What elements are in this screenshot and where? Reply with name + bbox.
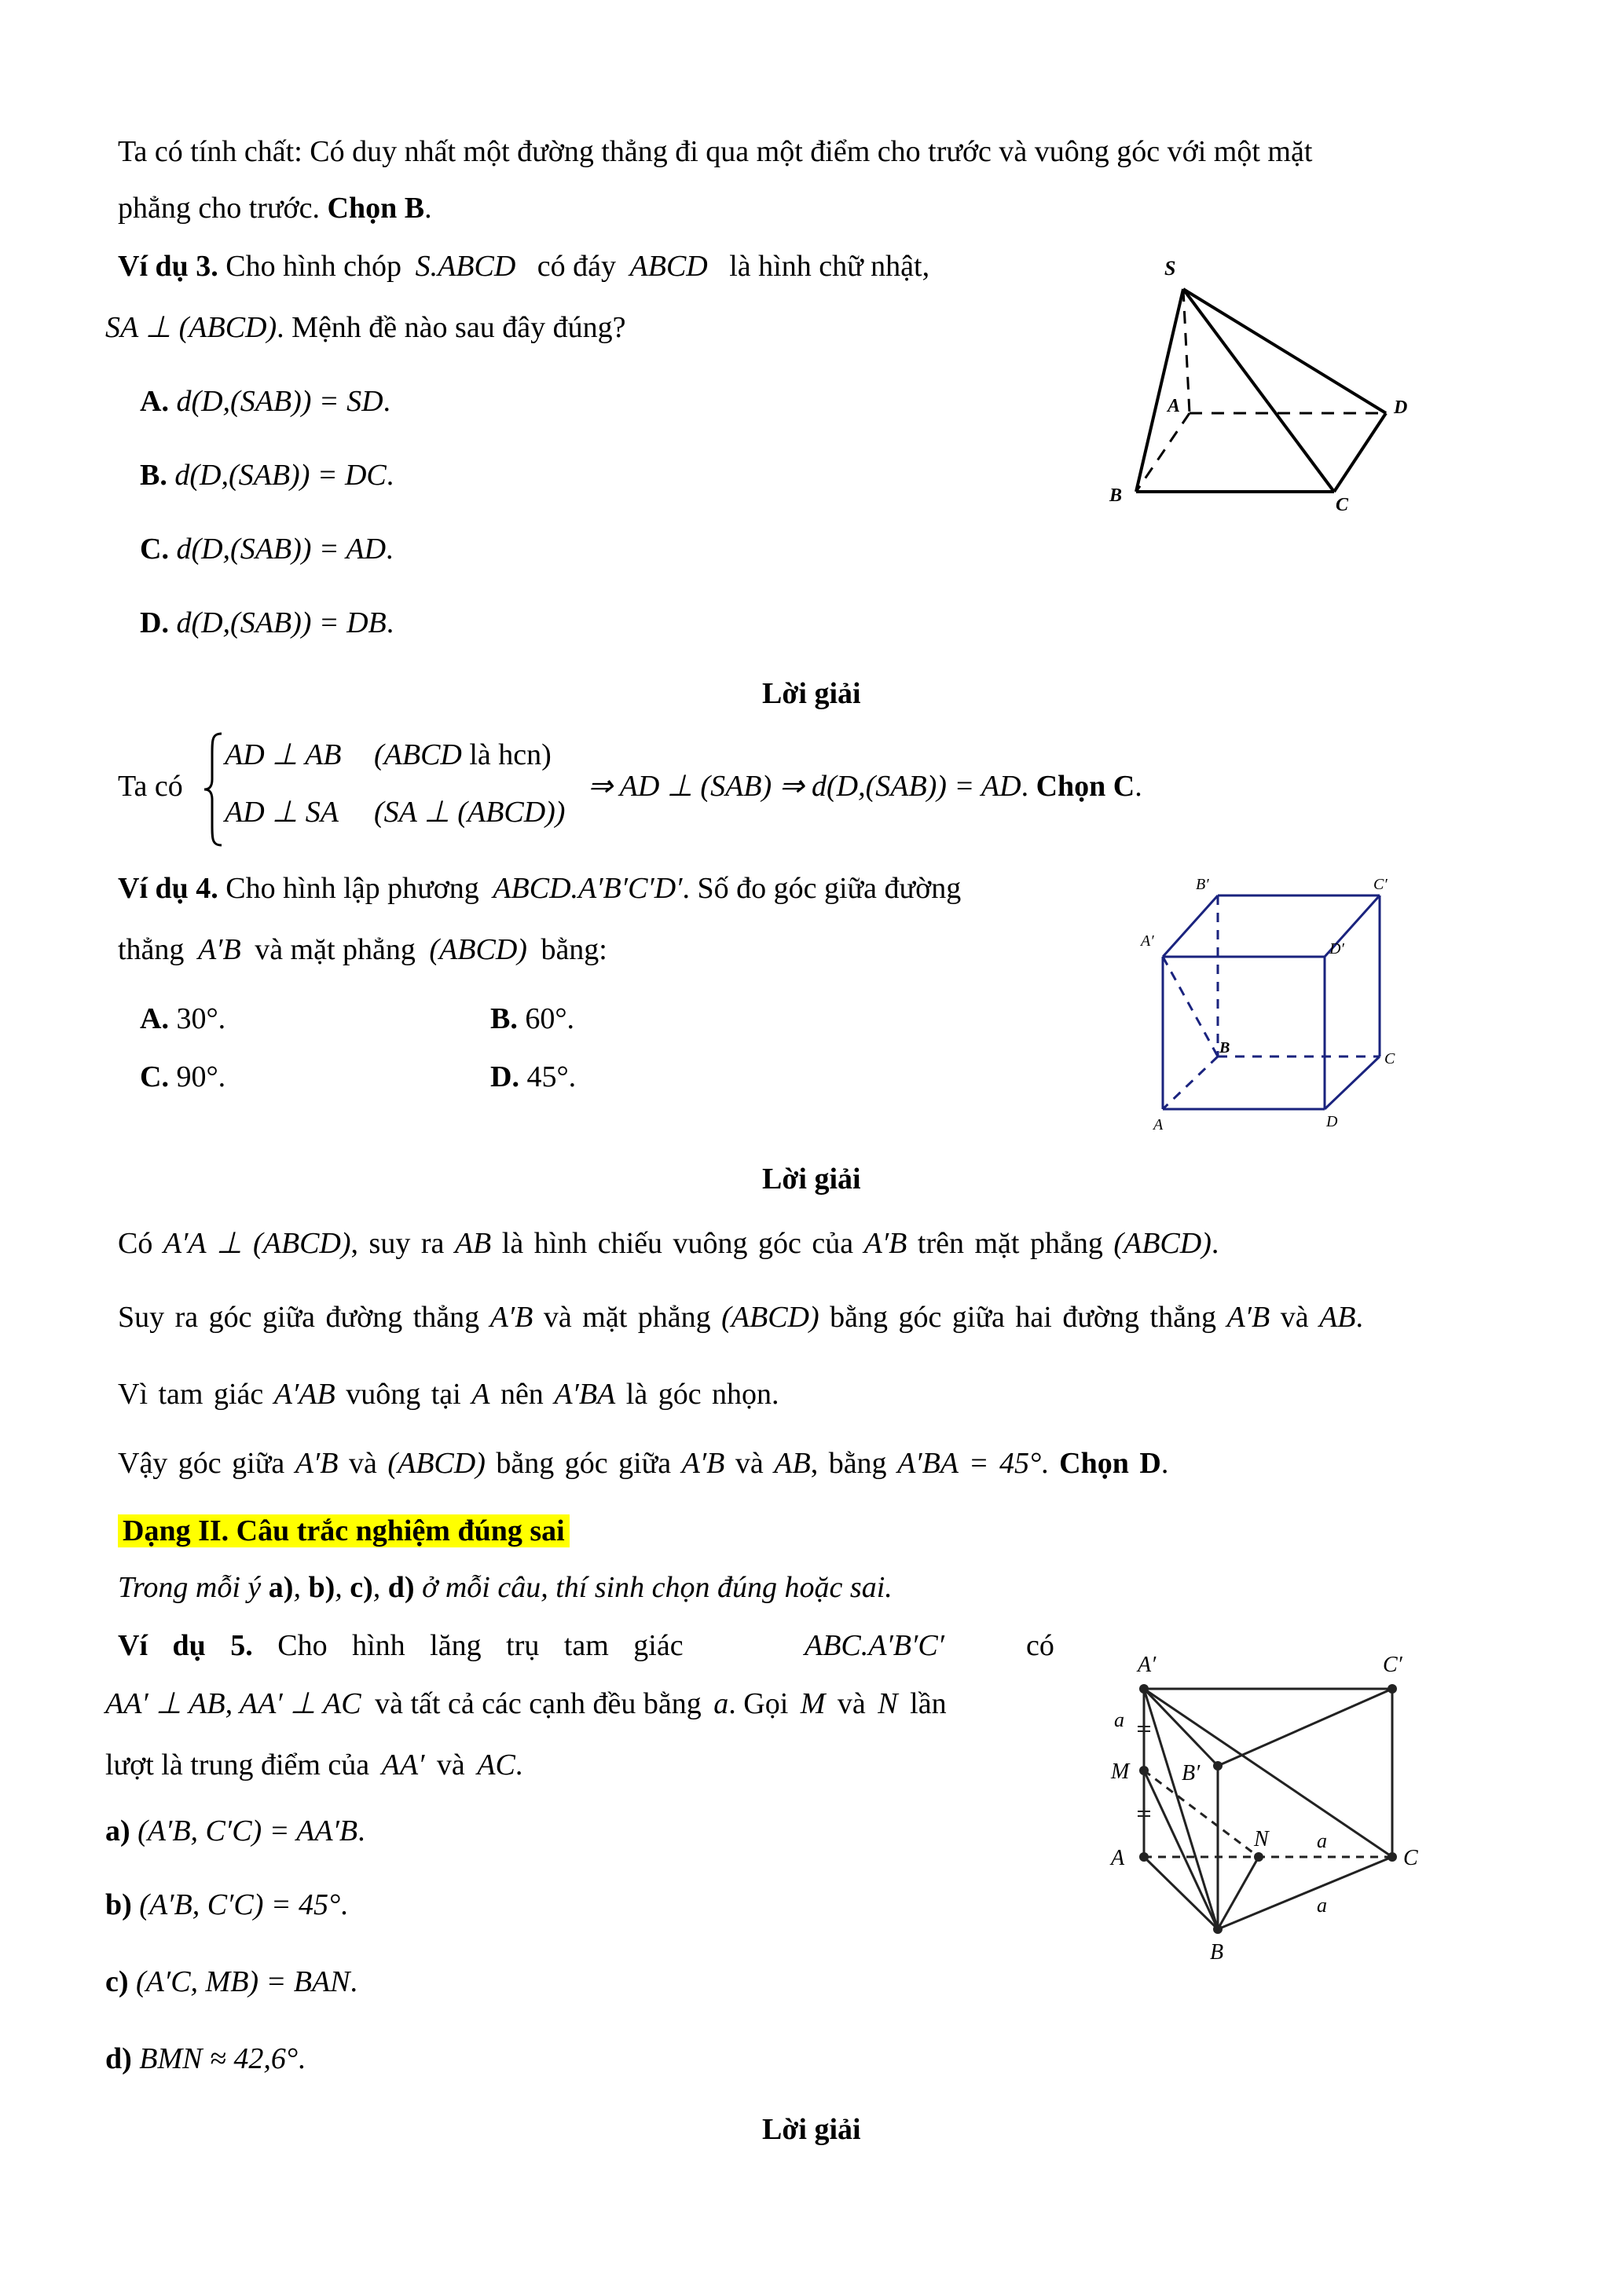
ex5-label: Ví dụ 5.: [118, 1629, 253, 1662]
item-expr: (A′C, MB) = BAN: [136, 1965, 350, 1998]
option-expr: d(D,(SAB)) = DB: [176, 606, 387, 639]
ex5-text-co: có: [1026, 1629, 1054, 1662]
ex3-label: Ví dụ 3.: [118, 250, 218, 283]
ex3-text: Cho hình chóp: [225, 250, 402, 283]
ex4-sol-line-3: [118, 1378, 779, 1412]
option-value: 60°.: [525, 1002, 575, 1035]
ex3-option-c: [140, 533, 394, 567]
text: . Số đo góc giữa đường: [682, 872, 962, 905]
ex3-line-2: [105, 311, 625, 346]
option-expr: d(D,(SAB)) = SD: [176, 385, 383, 418]
text: và: [1280, 1301, 1309, 1334]
ex4-option-c: [140, 1060, 225, 1095]
math: A′B: [1226, 1301, 1270, 1334]
text: là hình chiếu vuông góc của: [501, 1227, 854, 1260]
ex5-math-prism: ABC.A′B′C′: [805, 1629, 944, 1662]
math: A′B: [863, 1227, 907, 1260]
text: trên mặt phẳng: [917, 1227, 1103, 1260]
text: bằng góc giữa: [496, 1447, 672, 1480]
item-expr: (A′B, C′C) = AA′B: [137, 1814, 358, 1847]
brace-icon: [201, 731, 225, 848]
punct: .: [383, 385, 391, 418]
math: AC: [477, 1749, 515, 1782]
math: AB: [1319, 1301, 1356, 1334]
vertex-label: C′: [1373, 876, 1388, 893]
option-value: 30°.: [176, 1002, 226, 1035]
punct: .: [298, 2042, 306, 2075]
item-key: b): [308, 1571, 335, 1604]
punct: .: [1135, 770, 1142, 803]
ex4-option-d: [490, 1060, 576, 1095]
ex4-line-2: [118, 933, 607, 968]
math: A′B: [681, 1447, 725, 1480]
math: (ABCD: [374, 738, 462, 771]
text: và mặt phẳng: [255, 933, 416, 966]
ex4-label: Ví dụ 4.: [118, 872, 218, 905]
math: ⇒ AD ⊥ (SAB) ⇒ d(D,(SAB)) = AD: [588, 770, 1021, 803]
text: ở mỗi câu, thí sinh chọn đúng hoặc sai.: [414, 1571, 893, 1604]
vertex-label: D′: [1329, 940, 1344, 958]
text: lượt là trung điểm của: [105, 1749, 370, 1782]
punct: .: [386, 459, 394, 492]
text: và tất cả các cạnh đều bằng: [375, 1687, 702, 1720]
option-key: C.: [140, 533, 169, 566]
section-instruction: [118, 1571, 893, 1606]
vertex-label: M: [1111, 1760, 1130, 1784]
option-key: D.: [140, 606, 169, 639]
text: Vậy góc giữa: [118, 1447, 285, 1480]
math: (ABCD): [721, 1301, 819, 1334]
item-key: d): [105, 2042, 132, 2075]
text: Suy ra góc giữa đường thẳng: [118, 1301, 480, 1334]
vertex-label: B: [1109, 485, 1123, 506]
pyramid-figure: [1092, 251, 1422, 515]
cube-figure: [1131, 872, 1399, 1139]
vertex-label: C′: [1383, 1653, 1402, 1677]
answer-choice: Chọn B: [327, 192, 425, 225]
text: Vì tam giác: [118, 1378, 264, 1411]
option-key: C.: [140, 1060, 169, 1093]
item-key: a): [268, 1571, 294, 1604]
math: AB: [454, 1227, 492, 1260]
option-key: A.: [140, 1002, 169, 1035]
text: và: [837, 1687, 866, 1720]
option-key: A.: [140, 385, 169, 418]
ex3-math: SA ⊥ (ABCD): [105, 311, 277, 344]
edge-label: a: [1114, 1708, 1124, 1731]
option-key: B.: [140, 459, 167, 492]
ex3-sol-result: [588, 770, 1142, 804]
ex4-sol-line-1: [118, 1227, 1219, 1262]
punct: .: [424, 192, 432, 225]
text: là góc nhọn.: [625, 1378, 779, 1411]
item-expr: (A′B, C′C) = 45°: [139, 1888, 341, 1921]
vertex-label: C: [1384, 1050, 1395, 1067]
text: và: [436, 1749, 465, 1782]
ex5-line-1: [118, 1629, 684, 1664]
punct: .: [1041, 1447, 1060, 1480]
punct: .: [1355, 1301, 1364, 1334]
ex3-text: có đáy: [537, 250, 617, 283]
math: A: [471, 1378, 490, 1411]
item-key: c): [350, 1571, 373, 1604]
ex5-item-a: [105, 1814, 365, 1849]
ex3-math: S.ABCD: [415, 250, 516, 283]
punct: .: [1211, 1227, 1219, 1260]
text: bằng:: [541, 933, 607, 966]
text: thẳng: [118, 933, 185, 966]
ex3-option-d: [140, 606, 394, 641]
intro-line-2: [118, 192, 432, 226]
vertex-label: D: [1326, 1113, 1338, 1130]
text: . Gọi: [728, 1687, 789, 1720]
ex3-option-b: [140, 459, 394, 493]
ex3-text: . Mệnh đề nào sau đây đúng?: [277, 311, 626, 344]
math: M: [800, 1687, 826, 1720]
text: , suy ra: [350, 1227, 445, 1260]
text: Có: [118, 1227, 153, 1260]
math: (ABCD): [429, 933, 527, 966]
punct: .: [515, 1749, 523, 1782]
answer-choice: Chọn C: [1036, 770, 1135, 803]
punct: ,: [335, 1571, 350, 1604]
punct: .: [1160, 1447, 1169, 1480]
ex5-line-2: [105, 1687, 947, 1722]
punct: .: [357, 1814, 365, 1847]
vertex-label: S: [1164, 257, 1176, 280]
vertex-label: B: [1219, 1039, 1230, 1056]
ex4-sol-line-4: [118, 1447, 1168, 1481]
text: Cho hình lăng trụ tam giác: [277, 1629, 684, 1662]
section-title-text: Dạng II. Câu trắc nghiệm đúng sai: [118, 1514, 570, 1547]
punct: .: [386, 533, 394, 566]
item-key: d): [387, 1571, 415, 1604]
option-value: 45°.: [526, 1060, 577, 1093]
math: (ABCD): [1113, 1227, 1212, 1260]
math: ABCD.A′B′C′D′: [493, 872, 683, 905]
text: là hcn): [461, 738, 552, 771]
text: và: [735, 1447, 764, 1480]
math: AA′ ⊥ AB, AA′ ⊥ AC: [105, 1687, 361, 1720]
intro-text: phẳng cho trước.: [118, 192, 328, 225]
option-key: B.: [490, 1002, 518, 1035]
punct: ,: [372, 1571, 388, 1604]
text: Trong mỗi ý: [118, 1571, 269, 1604]
vertex-label: A: [1153, 1116, 1164, 1133]
text: bằng góc giữa hai đường thẳng: [830, 1301, 1216, 1334]
item-key: a): [105, 1814, 130, 1847]
ex3-sol-prefix: Ta có: [118, 770, 183, 803]
item-key: b): [105, 1888, 132, 1921]
vertex-label: C: [1403, 1846, 1418, 1870]
math: A′AB: [273, 1378, 335, 1411]
math: N: [878, 1687, 898, 1720]
punct: .: [350, 1965, 357, 1998]
sys-eq-1-cond: [374, 738, 552, 773]
math: AB: [774, 1447, 811, 1480]
vertex-label: B′: [1182, 1761, 1201, 1785]
math: A′B: [489, 1301, 533, 1334]
ex5-item-c: [105, 1965, 357, 2000]
vertex-label: A′: [1141, 932, 1154, 950]
ex3-option-a: [140, 385, 390, 419]
text: Cho hình lập phương: [225, 872, 479, 905]
vertex-label: A: [1111, 1846, 1125, 1870]
math: A′A ⊥ (ABCD): [163, 1227, 351, 1260]
vertex-label: A′: [1138, 1653, 1157, 1677]
ex5-item-b: [105, 1888, 348, 1923]
item-key: c): [105, 1965, 129, 1998]
math: A′B: [295, 1447, 339, 1480]
ex5-solution-title: Lời giải: [762, 2113, 861, 2146]
math: a: [713, 1687, 729, 1720]
math: A′BA: [554, 1378, 616, 1411]
vertex-label: D: [1394, 397, 1408, 418]
ex5-line-3: [105, 1749, 522, 1783]
ex4-option-b: [490, 1002, 574, 1037]
punct: .: [386, 606, 394, 639]
ex4-line-1: [118, 872, 961, 906]
ex3-solution-title: Lời giải: [762, 677, 861, 710]
text: vuông tại: [346, 1378, 461, 1411]
answer-choice: Chọn D: [1059, 1447, 1161, 1480]
text: , bằng: [810, 1447, 887, 1480]
sys-eq-2: AD ⊥ SA: [225, 796, 339, 829]
ex3-text: là hình chữ nhật,: [729, 250, 930, 283]
ex4-sol-line-2: [118, 1301, 1363, 1335]
ex4-solution-title: Lời giải: [762, 1163, 861, 1196]
vertex-label: C: [1336, 495, 1349, 515]
punct: .: [340, 1888, 348, 1921]
math: A′B: [197, 933, 241, 966]
ex4-option-a: [140, 1002, 225, 1037]
vertex-label: N: [1254, 1827, 1269, 1851]
ex5-item-d: [105, 2042, 306, 2077]
edge-label: a: [1317, 1894, 1327, 1917]
vertex-label: A: [1168, 396, 1181, 416]
punct: .: [1021, 770, 1036, 803]
text: và: [348, 1447, 377, 1480]
ex3-math: ABCD: [629, 250, 708, 283]
prism-figure: [1100, 1634, 1446, 1979]
vertex-label: B′: [1196, 876, 1209, 893]
text: lần: [910, 1687, 947, 1720]
sys-eq-2-cond: (SA ⊥ (ABCD)): [374, 796, 566, 829]
math: (ABCD): [387, 1447, 486, 1480]
sys-eq-1: AD ⊥ AB: [225, 738, 342, 771]
math: AA′: [381, 1749, 425, 1782]
section-title: [118, 1514, 570, 1549]
punct: ,: [293, 1571, 309, 1604]
option-expr: d(D,(SAB)) = DC: [174, 459, 387, 492]
vertex-label: B: [1210, 1940, 1224, 1965]
math: A′BA = 45°: [897, 1447, 1042, 1480]
option-expr: d(D,(SAB)) = AD: [176, 533, 387, 566]
text: nên: [500, 1378, 544, 1411]
option-key: D.: [490, 1060, 519, 1093]
text: và mặt phẳng: [543, 1301, 711, 1334]
ex3-line-1: [118, 250, 929, 284]
item-expr: BMN ≈ 42,6°: [139, 2042, 299, 2075]
intro-line-1: Ta có tính chất: Có duy nhất một đường thẳng đi qua một điểm cho trước và vuông góc với một mặt: [118, 135, 1313, 168]
option-value: 90°.: [176, 1060, 226, 1093]
edge-label: a: [1317, 1829, 1327, 1852]
